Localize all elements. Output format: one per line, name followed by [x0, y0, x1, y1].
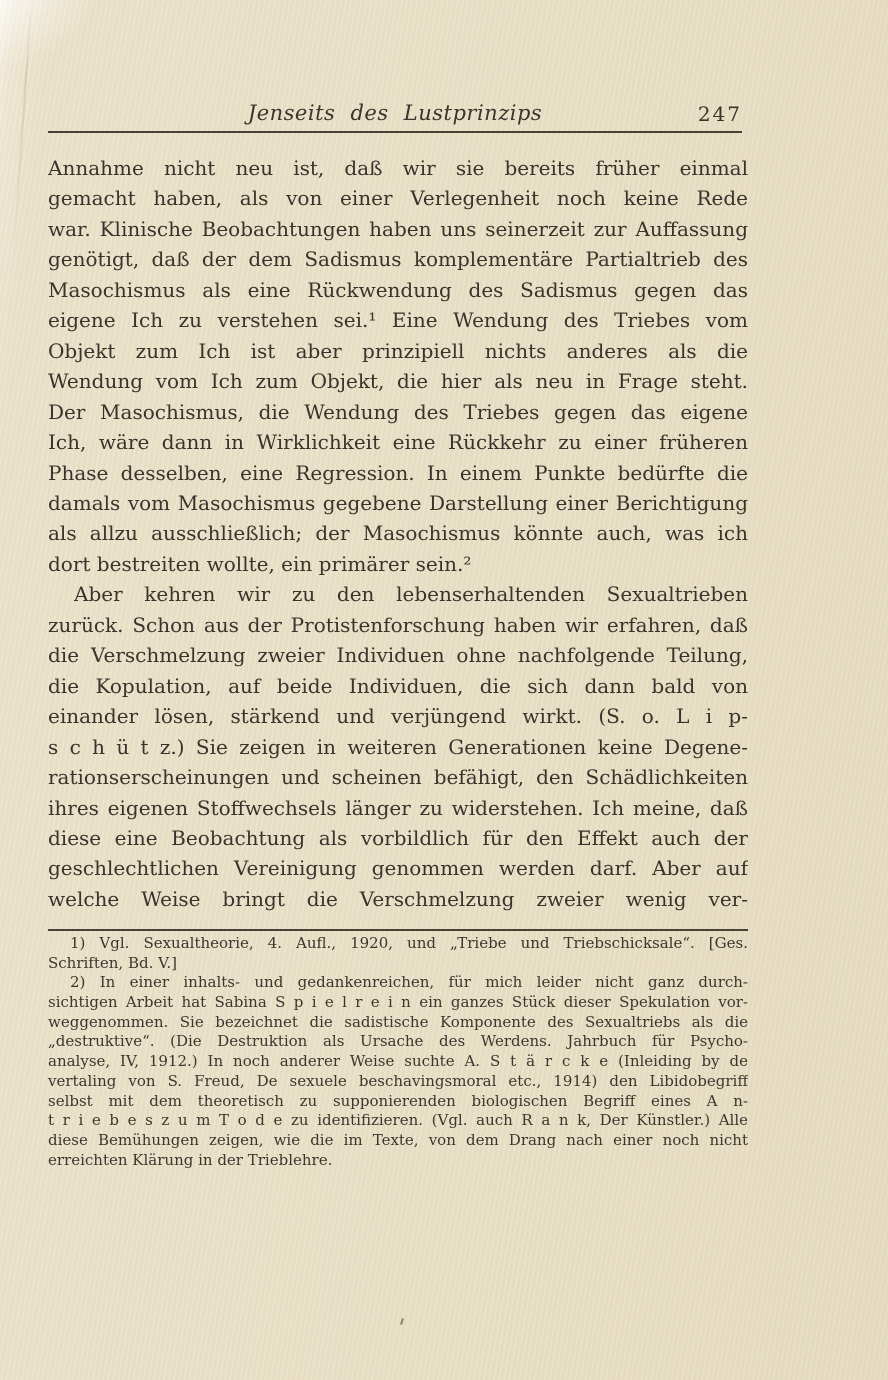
- body-line: Annahme nicht neu ist, daß wir sie bereits früher einmal: [48, 156, 748, 180]
- body-line: diese eine Beobachtung als vorbildlich für den Effekt auch der: [48, 825, 748, 850]
- footnote-line-1-start: 1) Vgl. Sexualtheorie, 4. Aufl., 1920, und „Triebe und Triebschicksale“. [Ges.: [70, 934, 748, 952]
- body-line: Ich, wäre dann in Wirklichkeit eine Rückkehr zu einer früheren: [48, 430, 748, 455]
- footnote-line: diese Bemühungen zeigen, wie die im Texte, von dem Drang nach einer noch nicht: [48, 1130, 748, 1149]
- footnote-line: Schriften, Bd. V.]: [48, 953, 177, 972]
- footnotes: [48, 934, 748, 1170]
- body-line: die Verschmelzung zweier Individuen ohne nachfolgende Teilung,: [48, 643, 748, 668]
- footnote-line: vertaling von S. Freud, De sexuele beschavingsmoral etc., 1914) den Libidobegriff: [48, 1071, 748, 1090]
- body-line: genötigt, daß der dem Sadismus komplementäre Partialtrieb des: [48, 247, 748, 272]
- body-line: s c h ü t z.) Sie zeigen in weiteren Generationen keine Degene-: [48, 734, 748, 759]
- body-text: [48, 153, 748, 914]
- body-line: Wendung vom Ich zum Objekt, die hier als neu in Frage steht.: [48, 369, 748, 394]
- footnote-line: erreichten Klärung in der Trieblehre.: [48, 1150, 333, 1169]
- body-line: ihres eigenen Stoffwechsels länger zu widerstehen. Ich meine, daß: [48, 795, 748, 820]
- footnote-line: weggenommen. Sie bezeichnet die sadistische Komponente des Sexualtriebs als die: [48, 1012, 748, 1031]
- footnote-line: selbst mit dem theoretisch zu supponierenden biologischen Begriff eines A n-: [48, 1091, 748, 1110]
- body-line: die Kopulation, auf beide Individuen, die sich dann bald von: [48, 673, 748, 698]
- footnote-line: sichtigen Arbeit hat Sabina S p i e l r e i n ein ganzes Stück dieser Spekulation vor-: [48, 993, 748, 1012]
- paper-crease: [12, 0, 33, 269]
- body-line: rationserscheinungen und scheinen befähigt, den Schädlichkeiten: [48, 765, 748, 790]
- body-line: damals vom Masochismus gegebene Darstellung einer Berichtigung: [48, 490, 748, 515]
- body-line: als allzu ausschließlich; der Masochismus könnte auch, was ich: [48, 521, 748, 546]
- footnote-line-2-start: 2) In einer inhalts- und gedankenreichen, für mich leider nicht ganz durch-: [70, 973, 748, 992]
- body-line: einander lösen, stärkend und verjüngend wirkt. (S. o. L i p-: [48, 704, 748, 729]
- body-line-paragraph-start: Aber kehren wir zu den lebenserhaltenden Sexualtrieben: [74, 582, 748, 607]
- page-number: 247: [697, 102, 742, 126]
- body-line: welche Weise bringt die Verschmelzung zweier wenig ver-: [48, 886, 748, 911]
- body-line: geschlechtlichen Vereinigung genommen werden darf. Aber auf: [48, 856, 748, 881]
- body-line: Phase desselben, eine Regression. In einem Punkte bedürfte die: [48, 460, 748, 485]
- body-line: Masochismus als eine Rückwendung des Sadismus gegen das: [48, 277, 748, 302]
- footnote-line: analyse, IV, 1912.) In noch anderer Weise suchte A. S t ä r c k e (Inleiding by de: [48, 1052, 748, 1071]
- body-line: Der Masochismus, die Wendung des Triebes gegen das eigene: [48, 399, 748, 424]
- running-header-title: Jenseits des Lustprinzips: [247, 101, 543, 125]
- paper-speck: [400, 1318, 404, 1325]
- header-rule: [48, 131, 742, 133]
- body-line: zurück. Schon aus der Protistenforschung haben wir erfahren, daß: [48, 612, 748, 637]
- body-line-paragraph-end: dort bestreiten wollte, ein primärer sein.²: [48, 551, 472, 576]
- footnote-line: t r i e b e s z u m T o d e zu identifizieren. (Vgl. auch R a n k, Der Künstler.) Alle: [48, 1111, 748, 1130]
- body-line: war. Klinische Beobachtungen haben uns seinerzeit zur Auffassung: [48, 216, 748, 241]
- body-line: eigene Ich zu verstehen sei.¹ Eine Wendung des Triebes vom: [48, 308, 748, 333]
- footnote-separator-rule: [48, 929, 748, 931]
- footnote-line: „destruktive“. (Die Destruktion als Ursache des Werdens. Jahrbuch für Psycho-: [48, 1032, 748, 1051]
- body-line: gemacht haben, als von einer Verlegenheit noch keine Rede: [48, 186, 748, 211]
- body-line: Objekt zum Ich ist aber prinzipiell nichts anderes als die: [48, 338, 748, 363]
